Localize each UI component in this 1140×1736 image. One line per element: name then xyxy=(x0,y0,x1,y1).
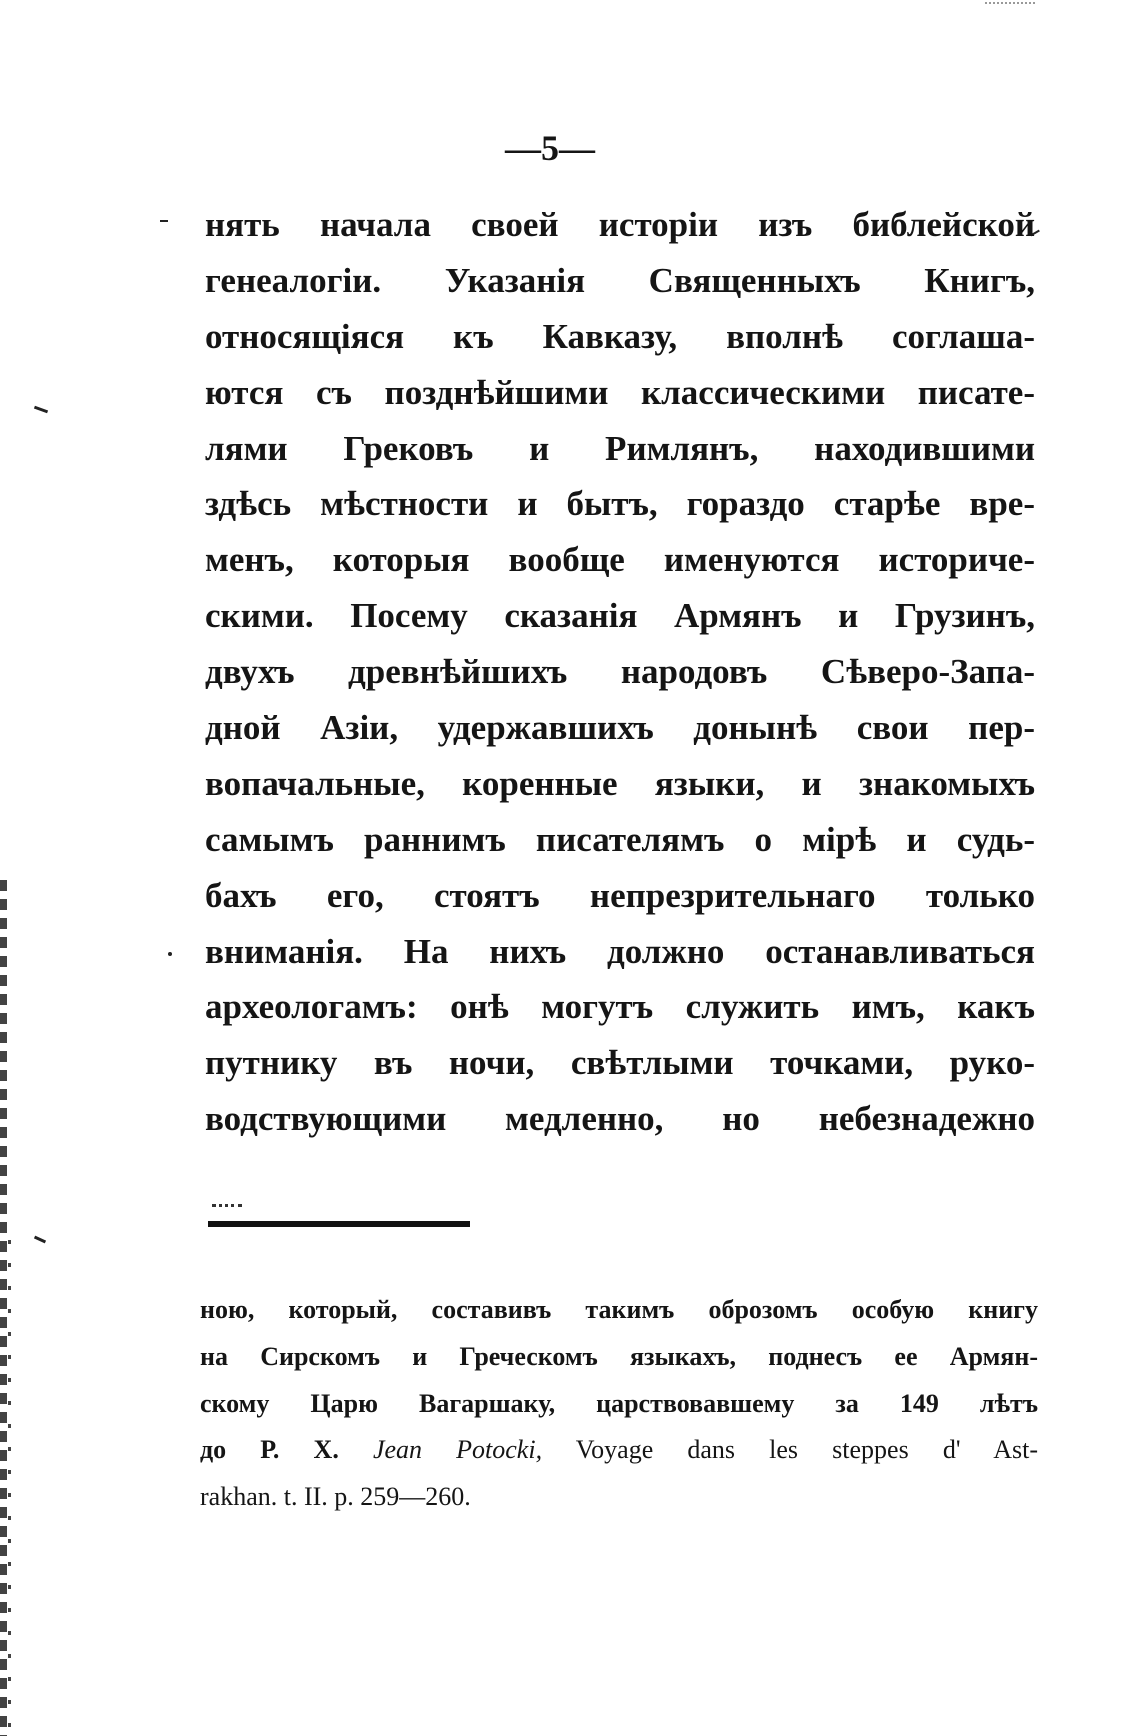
footnote-divider xyxy=(208,1221,470,1227)
text-line: лями Грековъ и Римлянъ, находившими xyxy=(205,428,1035,468)
text-line: путнику въ ночи, свѣтлыми точками, руко- xyxy=(205,1043,1035,1083)
page-edge-shadow xyxy=(8,1240,11,1736)
scan-noise xyxy=(212,1204,242,1207)
text-line: двухъ древнѣйшихъ народовъ Сѣверо-Запа- xyxy=(205,652,1035,692)
text-line: менъ, которыя вообще именуются историче- xyxy=(205,540,1035,580)
footnote-text: Voyage dans les steppes d' Ast- xyxy=(542,1435,1038,1465)
text-line: вопачальные, коренные языки, и знакомыхъ xyxy=(205,763,1035,803)
scan-noise xyxy=(34,406,48,414)
text-line: скими. Посему сказанія Армянъ и Грузинъ, xyxy=(205,596,1035,636)
text-line: археологамъ: онѣ могутъ служить имъ, какъ xyxy=(205,987,1035,1027)
text-line: здѣсь мѣстности и бытъ, гораздо старѣе вре- xyxy=(205,484,1035,524)
footnote-line: на Сирскомъ и Греческомъ языкахъ, поднесъ ее Армян- xyxy=(200,1341,1038,1371)
footnote-text: до Р. Х. xyxy=(200,1435,373,1465)
footnote-line xyxy=(200,1427,1038,1474)
text-line: ются съ позднѣйшими классическими писате- xyxy=(205,372,1035,412)
text-line: нять начала своей исторіи изъ библейской xyxy=(205,205,1035,244)
footnote-author: Jean Potocki, xyxy=(372,1435,543,1465)
text-line: дной Азіи, удержавшихъ донынѣ свои пер- xyxy=(205,708,1035,748)
text-line: бахъ его, стоятъ непрезрительнаго только xyxy=(205,875,1035,915)
page-edge-shadow xyxy=(0,880,7,1736)
text-line: генеалогіи. Указанія Священныхъ Книгъ, xyxy=(205,260,1035,300)
scan-noise xyxy=(168,952,172,956)
text-line: относящіяся къ Кавказу, вполнѣ соглаша- xyxy=(205,316,1035,356)
footnote xyxy=(200,1287,1038,1521)
scan-noise xyxy=(34,1236,46,1244)
footnote-line: ною, который, составивъ такимъ оброзомъ особую книгу xyxy=(200,1295,1038,1324)
footnote-line: скому Царю Вагаршаку, царствовавшему за 149 лѣтъ xyxy=(200,1388,1038,1418)
footnote-line: rakhan. t. II. p. 259—260. xyxy=(200,1482,471,1512)
main-text xyxy=(205,197,1035,1147)
scan-noise xyxy=(160,220,168,222)
text-line: водствующими медленно, но небезнадежно xyxy=(205,1099,1035,1139)
text-line: вниманія. На нихъ должно останавливаться xyxy=(205,931,1035,971)
page-number: —5— xyxy=(505,128,595,168)
scan-noise xyxy=(985,2,1035,4)
text-line: самымъ раннимъ писателямъ о мірѣ и судь- xyxy=(205,819,1035,859)
